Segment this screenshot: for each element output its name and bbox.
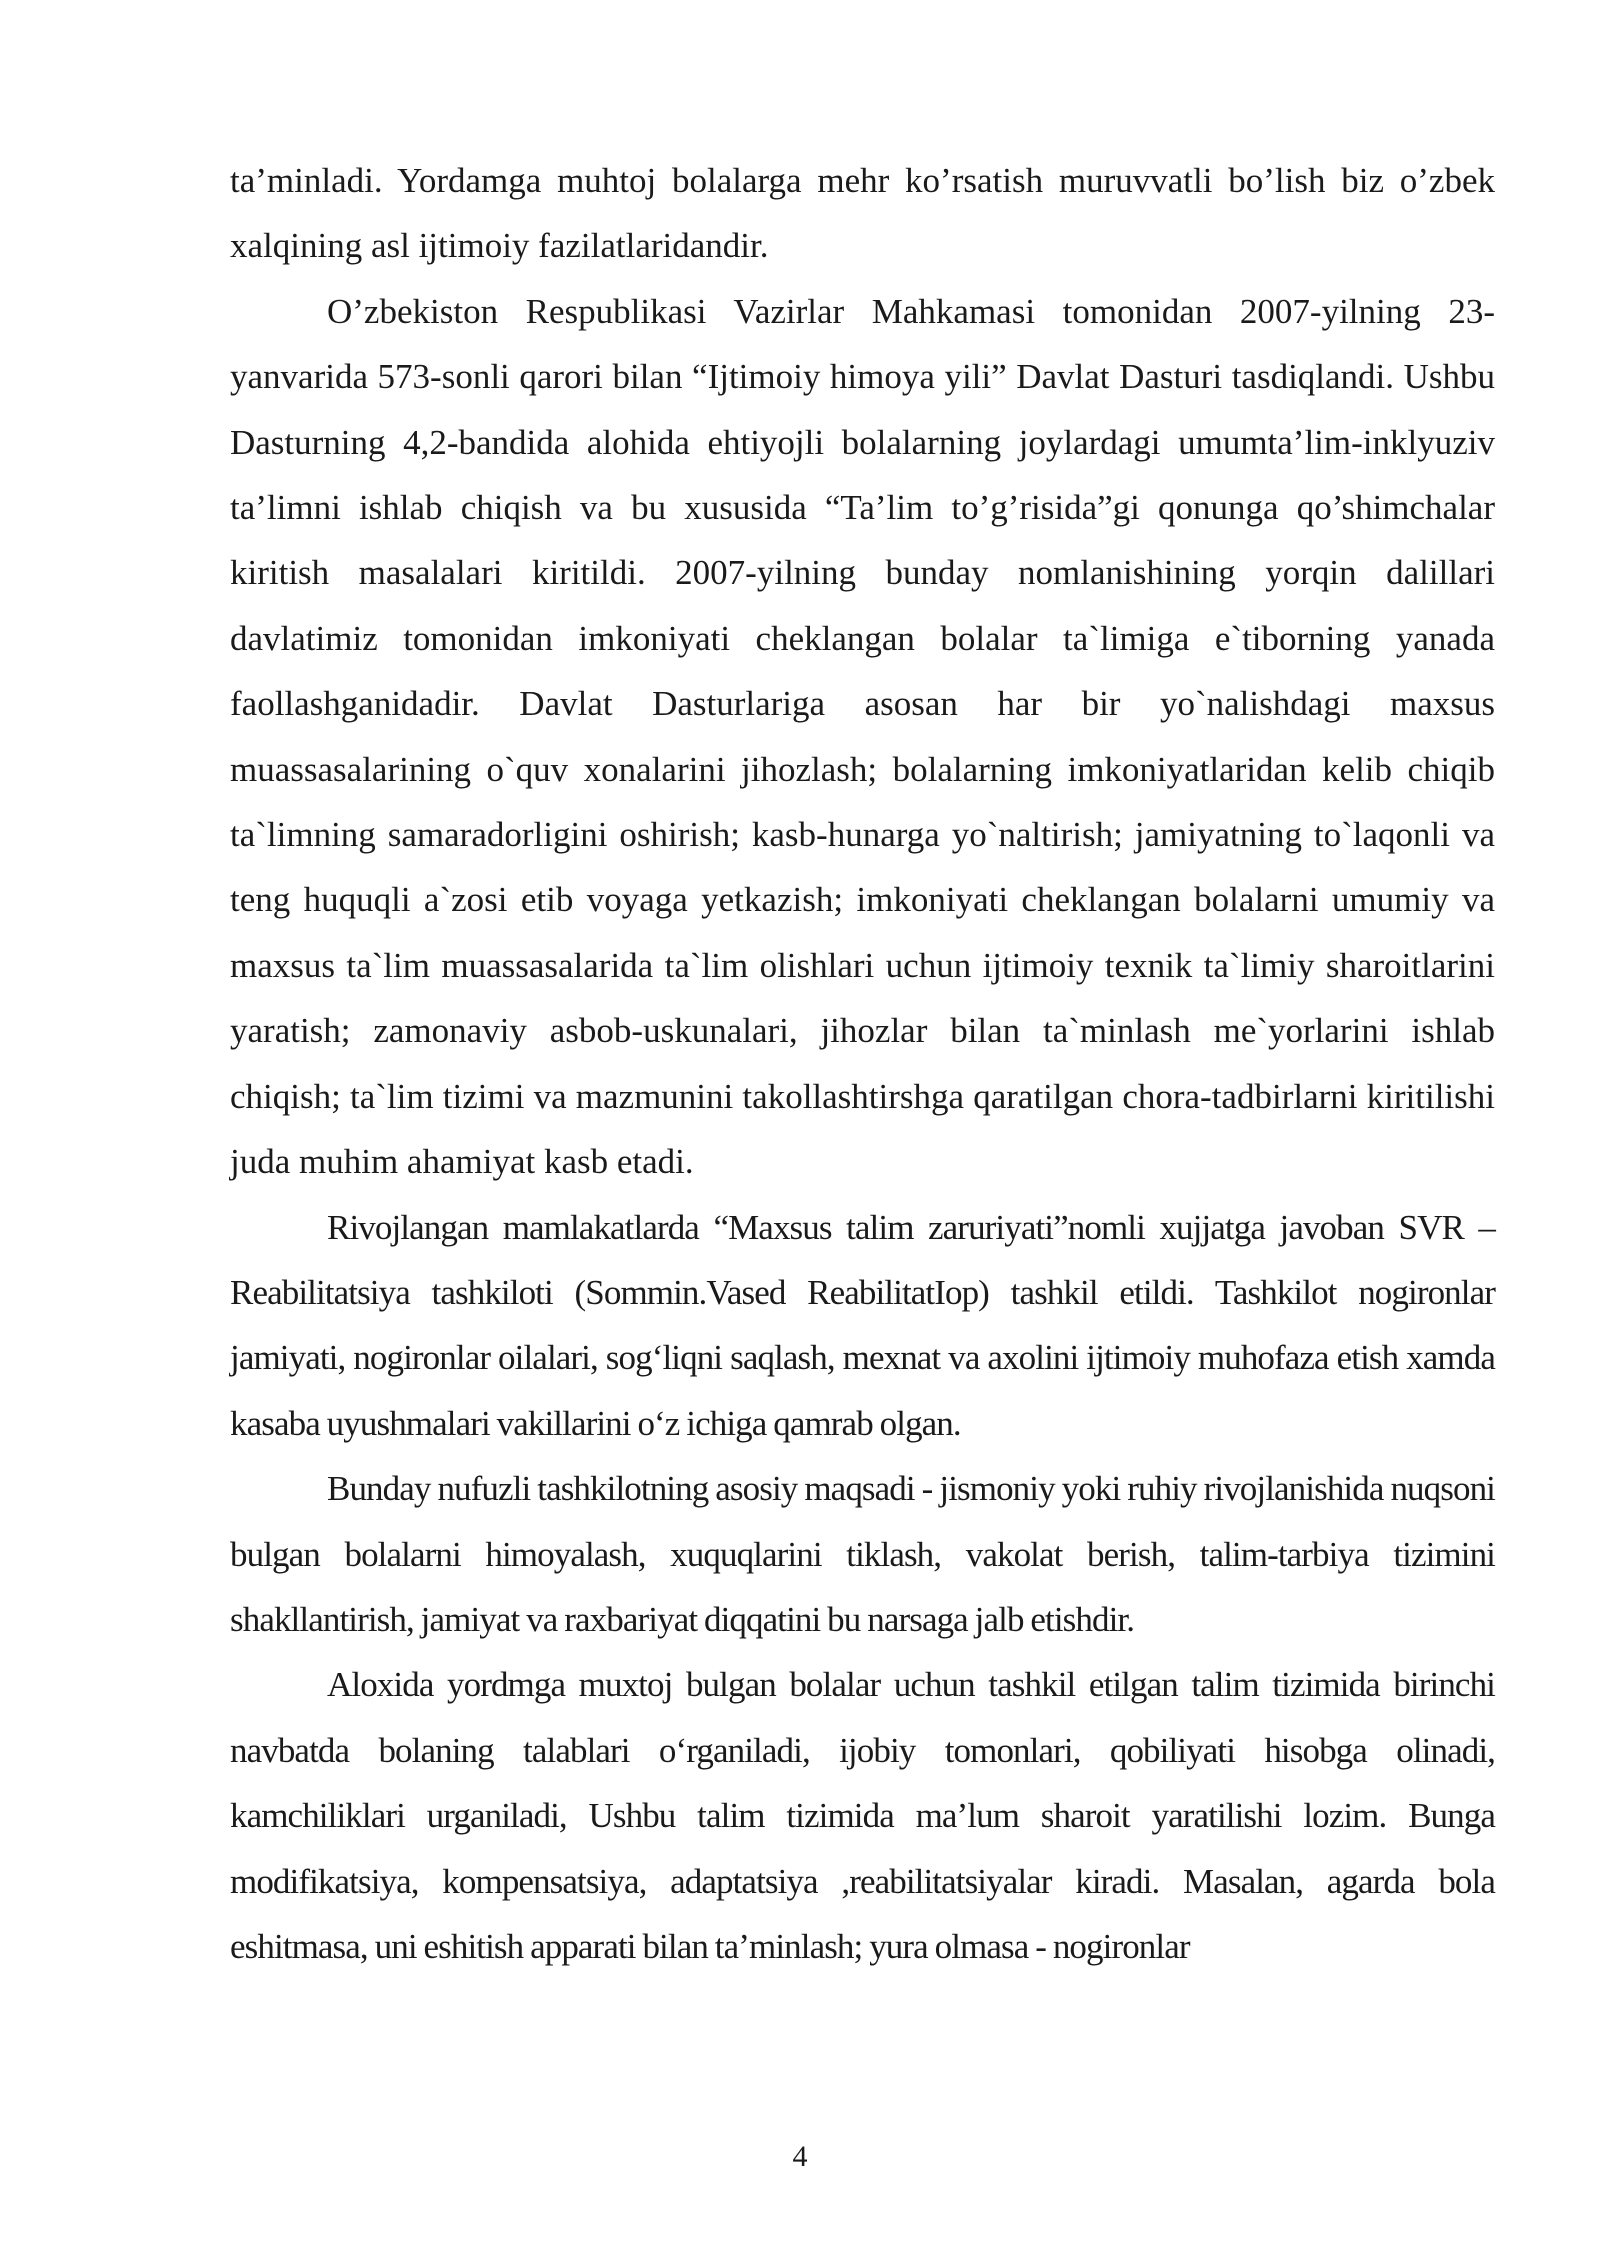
paragraph-maqsad: Bunday nufuzli tashkilotning asosiy maqsadi - jismoniy yoki ruhiy rivojlanishida nuqsoni bulgan bolalarni himoyalash, xuquqlarini tiklash, vakolat berish, talim-tarbiya tizimini shakllantirish, jamiyat va raxbariyat diqqatini bu narsaga jalb etishdir. xyxy=(230,1469,1495,1639)
page-number: 4 xyxy=(792,2140,808,2173)
paragraph-talim-tizimi: Aloxida yordmga muxtoj bulgan bolalar uchun tashkil etilgan talim tizimida birinchi navbatda bolaning talablari o‘rganiladi, ijobiy tomonlari, qobiliyati hisobga olinadi, kamchiliklari urganiladi, Ushbu talim tizimida ma’lum sharoit yaratilishi lozim. Bunga modifikatsiya, kompensatsiya, adaptatsiya ,reabilitatsiyalar kiradi. Masalan, agarda bola eshitmasa, uni eshitish apparati bilan ta’minlash; yura olmasa - nogironlar xyxy=(230,1665,1495,1966)
body-text xyxy=(230,148,1495,1979)
paragraph-continuation: ta’minladi. Yordamga muhtoj bolalarga mehr ko’rsatish muruvvatli bo’lish biz o’zbek xalqining asl ijtimoiy fazilatlaridandir. xyxy=(230,161,1495,266)
paragraph-svr: Rivojlangan mamlakatlarda “Maxsus talim zaruriyati”nomli xujjatga javoban SVR –Reabilitatsiya tashkiloti (Sommin.Vased ReabilitatIop) tashkil etildi. Tashkilot nogironlar jamiyati, nogironlar oilalari, sog‘liqni saqlash, mexnat va axolini ijtimoiy muhofaza etish xamda kasaba uyushmalari vakillarini o‘z ichiga qamrab olgan. xyxy=(230,1207,1495,1443)
paragraph-dastur: O’zbekiston Respublikasi Vazirlar Mahkamasi tomonidan 2007-yilning 23-yanvarida 573-sonli qarori bilan “Ijtimoiy himoya yili” Davlat Dasturi tasdiqlandi. Ushbu Dasturning 4,2-bandida alohida ehtiyojli bolalarning joylardagi umumta’lim-inklyuziv ta’limni ishlab chiqish va bu xususida “Ta’lim to’g’risida”gi qonunga qo’shimchalar kiritish masalalari kiritildi. 2007-yilning bunday nomlanishining yorqin dalillari davlatimiz tomonidan imkoniyati cheklangan bolalar ta`limiga e`tiborning yanada faollashganidadir. Davlat Dasturlariga asosan har bir yo`nalishdagi maxsus muassasalarining o`quv xonalarini jihozlash; bolalarning imkoniyatlaridan kelib chiqib ta`limning samaradorligini oshirish; kasb-hunarga yo`naltirish; jamiyatning to`laqonli va teng huquqli a`zosi etib voyaga yetkazish; imkoniyati cheklangan bolalarni umumiy va maxsus ta`lim muassasalarida ta`lim olishlari uchun ijtimoiy texnik ta`limiy sharoitlarini yaratish; zamonaviy asbob-uskunalari, jihozlar bilan ta`minlash me`yorlarini ishlab chiqish; ta`lim tizimi va mazmunini takollashtirshga qaratilgan chora-tadbirlarni kiritilishi juda muhim ahamiyat kasb etadi. xyxy=(230,291,1495,1182)
